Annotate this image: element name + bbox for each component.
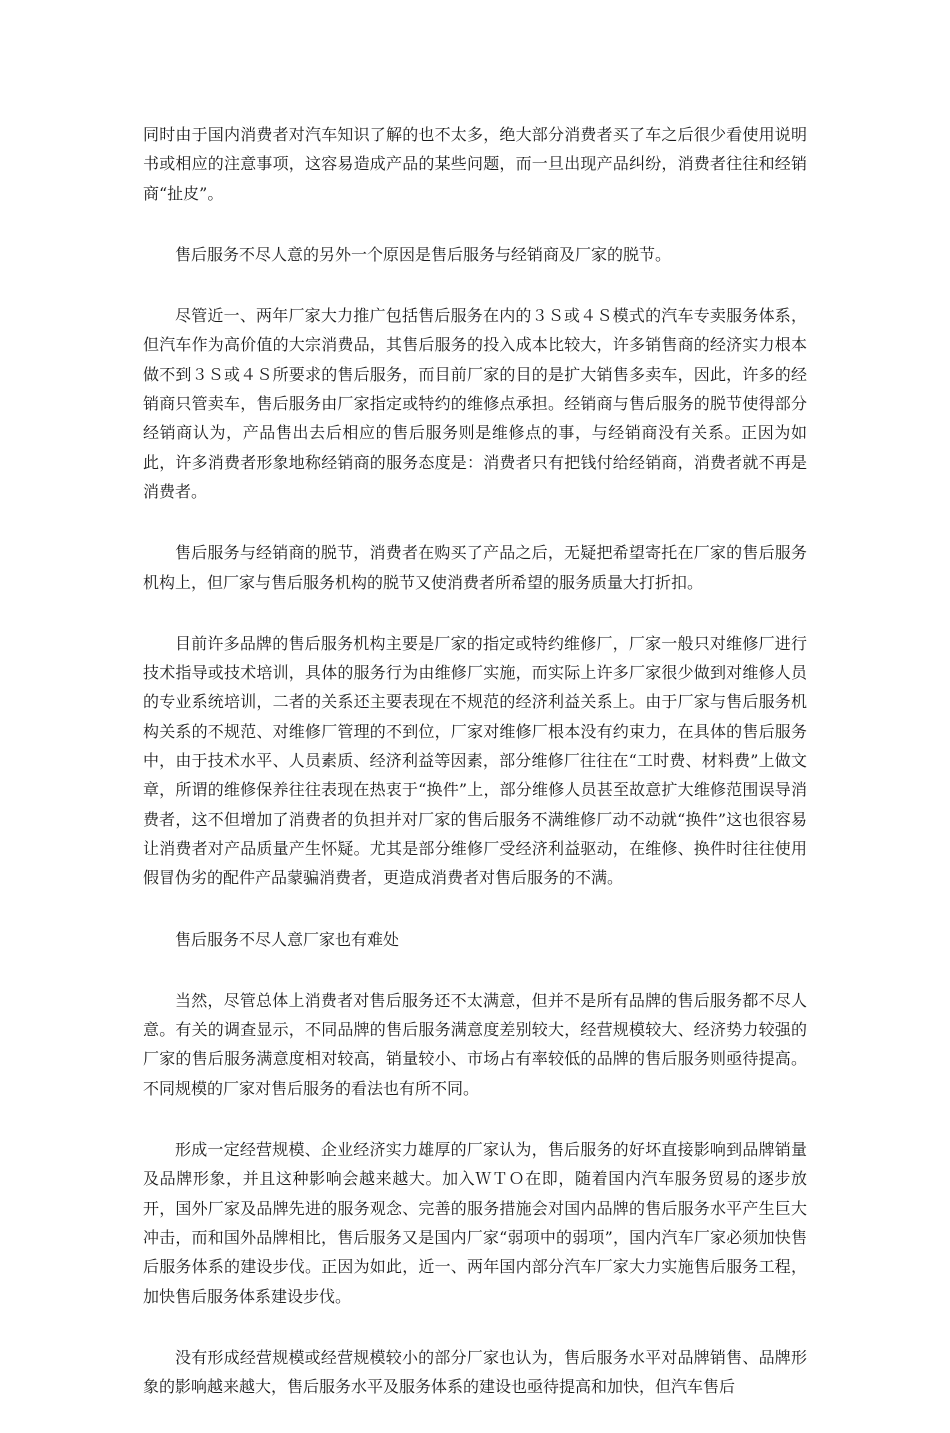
- paragraph: 售后服务不尽人意的另外一个原因是售后服务与经销商及厂家的脱节。: [175, 244, 672, 264]
- paragraph-continuation: 同时由于国内消费者对汽车知识了解的也不太多，绝大部分消费者买了车之后很少看使用说明书或相应的注意事项，这容易造成产品的某些问题，而一旦出现产品纠纷，消费者往往和经销商“扯皮”。: [143, 125, 807, 203]
- section-heading: 售后服务不尽人意厂家也有难处: [175, 929, 400, 949]
- paragraph: 形成一定经营规模、企业经济实力雄厚的厂家认为，售后服务的好坏直接影响到品牌销量及品牌形象，并且这种影响会越来越大。加入ＷＴＯ在即，随着国内汽车服务贸易的逐步放开，国外厂家及品牌先进的服务观念、完善的服务措施会对国内品牌的售后服务水平产生巨大冲击，而和国外品牌相比，售后服务又是国内厂家“弱项中的弱项”，国内汽车厂家必须加快售后服务体系的建设步伐。正因为如此，近一、两年国内部分汽车厂家大力实施售后服务工程，加快售后服务体系建设步伐。: [143, 1140, 807, 1306]
- paragraph: 当然，尽管总体上消费者对售后服务还不太满意，但并不是所有品牌的售后服务都不尽人意。有关的调查显示，不同品牌的售后服务满意度差别较大，经营规模较大、经济势力较强的厂家的售后服务满意度相对较高，销量较小、市场占有率较低的品牌的售后服务则亟待提高。不同规模的厂家对售后服务的看法也有所不同。: [143, 990, 807, 1098]
- paragraph: 尽管近一、两年厂家大力推广包括售后服务在内的３Ｓ或４Ｓ模式的汽车专卖服务体系，但汽车作为高价值的大宗消费品，其售后服务的投入成本比较大，许多销售商的经济实力根本做不到３Ｓ或４Ｓ所要求的售后服务，而目前厂家的目的是扩大销售多卖车，因此，许多的经销商只管卖车，售后服务由厂家指定或特约的维修点承担。经销商与售后服务的脱节使得部分经销商认为，产品售出去后相应的售后服务则是维修点的事，与经销商没有关系。正因为如此，许多消费者形象地称经销商的服务态度是：消费者只有把钱付给经销商，消费者就不再是消费者。: [143, 306, 807, 501]
- paragraph: 目前许多品牌的售后服务机构主要是厂家的指定或特约维修厂，厂家一般只对维修厂进行技术指导或技术培训，具体的服务行为由维修厂实施，而实际上许多厂家很少做到对维修人员的专业系统培训，二者的关系还主要表现在不规范的经济利益关系上。由于厂家与售后服务机构关系的不规范、对维修厂管理的不到位，厂家对维修厂根本没有约束力，在具体的售后服务中，由于技术水平、人员素质、经济利益等因素，部分维修厂往往在“工时费、材料费”上做文章，所谓的维修保养往往表现在热衷于“换件”上，部分维修人员甚至故意扩大维修范围误导消费者，这不但增加了消费者的负担并对厂家的售后服务不满维修厂动不动就“换件”这也很容易让消费者对产品质量产生怀疑。尤其是部分维修厂受经济利益驱动，在维修、换件时往往使用假冒伪劣的配件产品蒙骗消费者，更造成消费者对售后服务的不满。: [143, 633, 807, 888]
- document-body: [143, 120, 807, 1433]
- paragraph: 售后服务与经销商的脱节，消费者在购买了产品之后，无疑把希望寄托在厂家的售后服务机构上，但厂家与售后服务机构的脱节又使消费者所希望的服务质量大打折扣。: [143, 543, 807, 592]
- paragraph: 没有形成经营规模或经营规模较小的部分厂家也认为，售后服务水平对品牌销售、品牌形象的影响越来越大，售后服务水平及服务体系的建设也亟待提高和加快，但汽车售后: [143, 1347, 807, 1397]
